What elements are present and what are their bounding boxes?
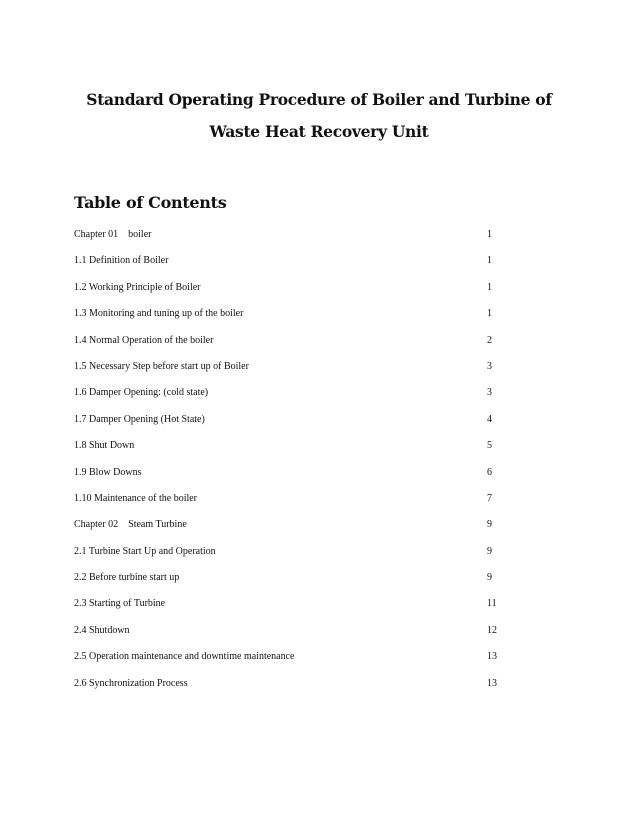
toc-entry-page-number: 1: [487, 308, 492, 320]
toc-entry-label: 1.9 Blow Downs: [74, 466, 142, 478]
toc-entry-label: 1.2 Working Principle of Boiler: [74, 281, 201, 293]
toc-entry-label: 1.1 Definition of Boiler: [74, 255, 169, 267]
toc-entry[interactable]: [74, 466, 504, 492]
toc-entry-label: 1.6 Damper Opening: (cold state): [74, 387, 209, 399]
toc-entry-page-number: 12: [487, 624, 497, 636]
toc-entry-label: 1.4 Normal Operation of the boiler: [74, 334, 214, 346]
toc-entry-label: 2.4 Shutdown: [74, 624, 130, 636]
toc-entry[interactable]: [74, 597, 504, 623]
toc-entry-label: 2.3 Starting of Turbine: [74, 598, 166, 610]
toc-entry-label: 2.6 Synchronization Process: [74, 677, 188, 689]
toc-entry-page-number: 9: [487, 572, 492, 584]
toc-entry[interactable]: [74, 307, 504, 333]
toc-entry[interactable]: [74, 254, 504, 280]
toc-entry-page-number: 3: [487, 387, 492, 399]
toc-entry-page-number: 5: [487, 440, 492, 452]
toc-entry-label: 1.5 Necessary Step before start up of Boiler: [74, 360, 249, 372]
toc-entry[interactable]: [74, 518, 504, 544]
toc-entry[interactable]: [74, 334, 504, 360]
toc-entry[interactable]: [74, 677, 504, 703]
toc-entry[interactable]: [74, 386, 504, 412]
toc-entry-page-number: 1: [487, 229, 492, 240]
toc-entry[interactable]: [74, 545, 504, 571]
toc-entry-label: 1.7 Damper Opening (Hot State): [74, 413, 205, 425]
toc-entry[interactable]: [74, 571, 504, 597]
toc-entry-page-number: 1: [487, 281, 492, 293]
toc-entry-page-number: 9: [487, 519, 492, 531]
toc-entry[interactable]: [74, 439, 504, 465]
toc-entry-label: 2.5 Operation maintenance and downtime maintenance: [74, 651, 295, 663]
toc-entry[interactable]: [74, 360, 504, 386]
toc-entry-page-number: 6: [487, 466, 492, 478]
toc-entry-page-number: 3: [487, 360, 492, 372]
document-title-line-1: Standard Operating Procedure of Boiler and Turbine of: [86, 90, 552, 109]
toc-entry[interactable]: [74, 492, 504, 518]
toc-entry-label: Chapter 01 boiler: [74, 229, 152, 240]
toc-entry[interactable]: [74, 281, 504, 307]
toc-entry-page-number: 4: [487, 413, 492, 425]
toc-entry-label: 1.3 Monitoring and tuning up of the boiler: [74, 308, 244, 320]
document-title-line-2: Waste Heat Recovery Unit: [209, 122, 429, 141]
toc-heading: Table of Contents: [74, 193, 227, 212]
toc-entry[interactable]: [74, 624, 504, 650]
toc-entry-page-number: 9: [487, 545, 492, 557]
toc-entry[interactable]: [74, 228, 504, 254]
toc-entry[interactable]: [74, 413, 504, 439]
toc-entry-label: 1.8 Shut Down: [74, 440, 135, 452]
toc-entry-label: 1.10 Maintenance of the boiler: [74, 492, 198, 504]
toc-list: [74, 228, 504, 703]
toc-entry-label: 2.2 Before turbine start up: [74, 572, 180, 584]
toc-entry-page-number: 13: [487, 651, 497, 663]
toc-entry-page-number: 13: [487, 677, 497, 689]
toc-entry-page-number: 7: [487, 492, 492, 504]
toc-entry-page-number: 2: [487, 334, 492, 346]
toc-entry-label: Chapter 02 Steam Turbine: [74, 519, 187, 531]
toc-entry-page-number: 1: [487, 255, 492, 267]
toc-entry[interactable]: [74, 650, 504, 676]
toc-entry-page-number: 11: [487, 598, 497, 610]
toc-entry-label: 2.1 Turbine Start Up and Operation: [74, 545, 216, 557]
